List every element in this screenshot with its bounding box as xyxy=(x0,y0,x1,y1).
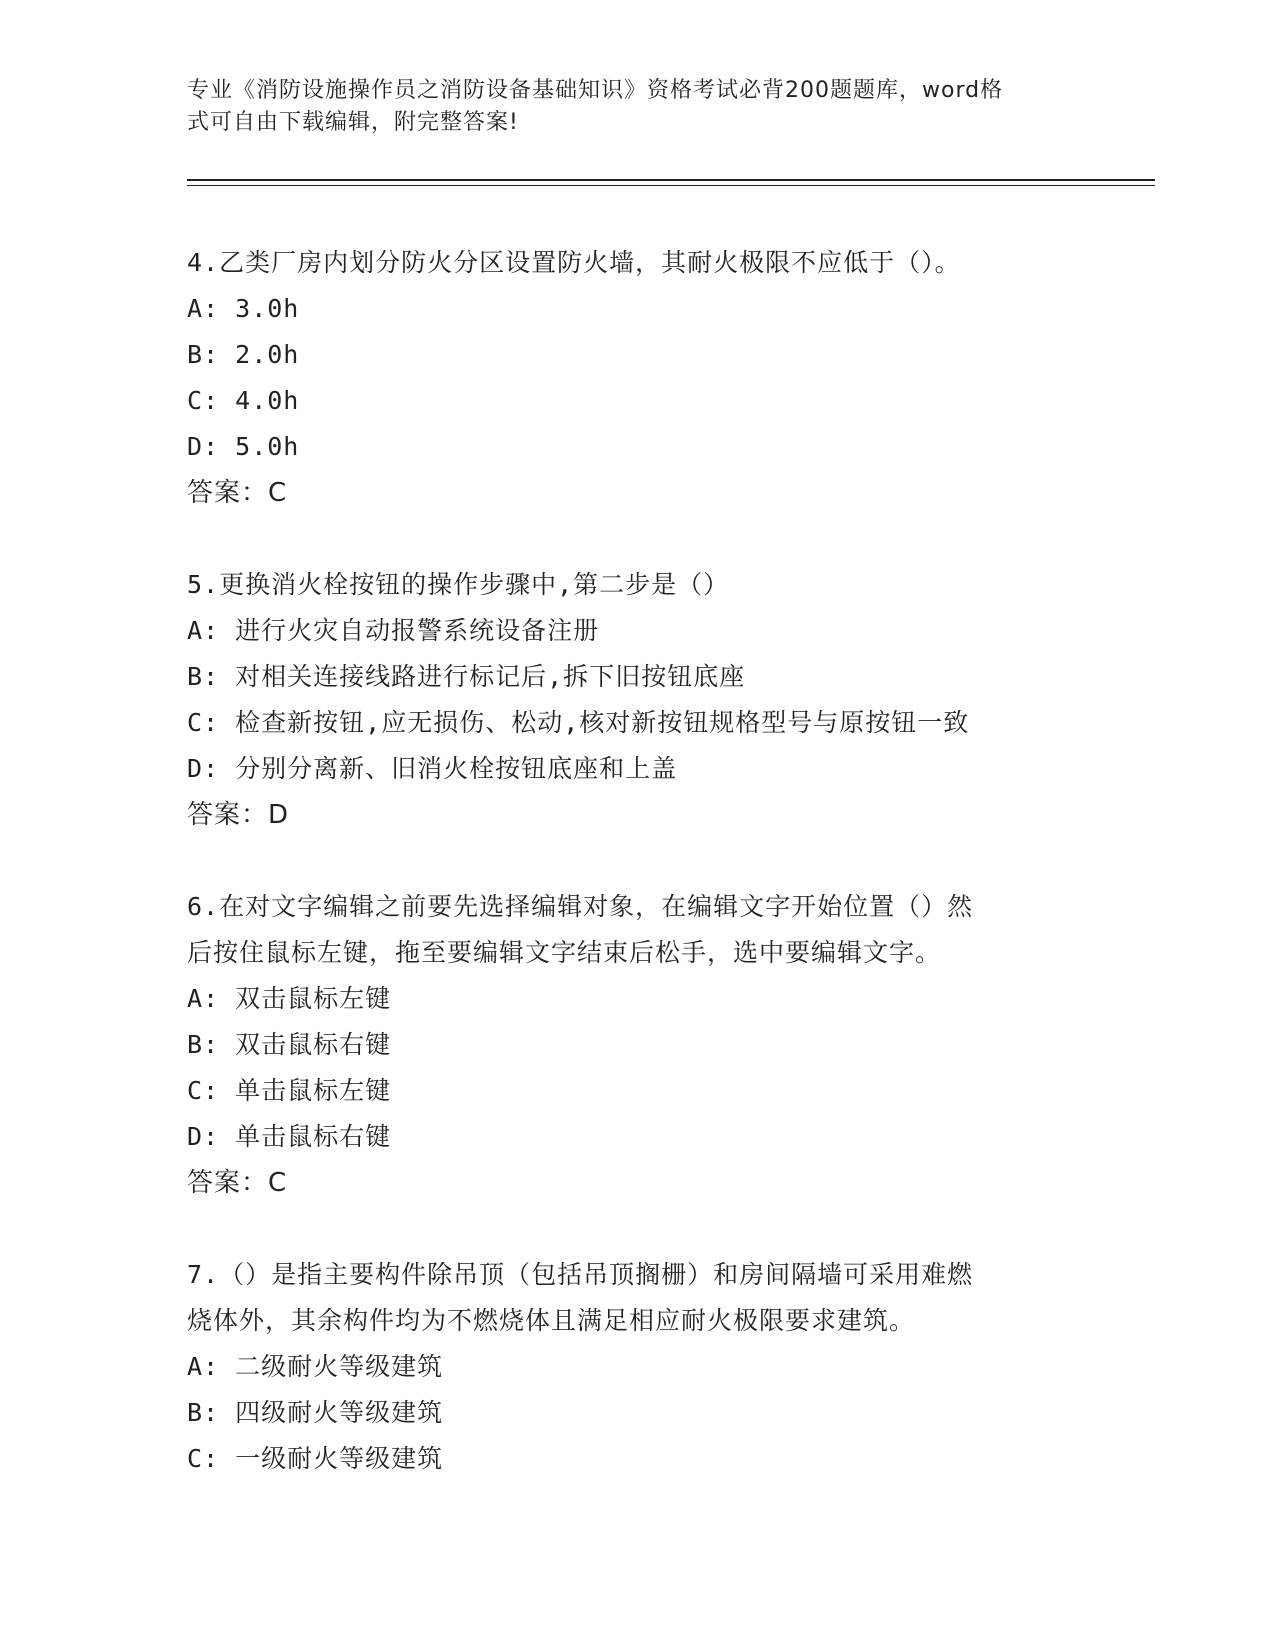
question-6 xyxy=(187,884,1067,1206)
option-b: B: 双击鼠标右键 xyxy=(187,1030,392,1059)
option-a: A: 二级耐火等级建筑 xyxy=(187,1352,444,1381)
question-4 xyxy=(187,240,1067,516)
question-stem-line-2: 烧体外，其余构件均为不燃烧体且满足相应耐火极限要求建筑。 xyxy=(187,1306,916,1335)
option-c: C: 检查新按钮,应无损伤、松动,核对新按钮规格型号与原按钮一致 xyxy=(187,708,970,737)
option-b: B: 四级耐火等级建筑 xyxy=(187,1398,444,1427)
option-a: A: 双击鼠标左键 xyxy=(187,984,392,1013)
option-c: C: 单击鼠标左键 xyxy=(187,1076,392,1105)
question-stem-line-1: 7.（）是指主要构件除吊顶（包括吊顶搁栅）和房间隔墙可采用难燃 xyxy=(187,1260,974,1289)
option-d: D: 5.0h xyxy=(187,432,300,461)
option-b: B: 对相关连接线路进行标记后,拆下旧按钮底座 xyxy=(187,662,746,691)
header-divider-top xyxy=(187,179,1155,181)
question-7 xyxy=(187,1252,1067,1482)
option-b: B: 2.0h xyxy=(187,340,300,369)
option-c: C: 一级耐火等级建筑 xyxy=(187,1444,444,1473)
document-header xyxy=(187,75,1067,139)
question-stem-line-1: 6.在对文字编辑之前要先选择编辑对象，在编辑文字开始位置（）然 xyxy=(187,892,974,921)
option-d: D: 分别分离新、旧消火栓按钮底座和上盖 xyxy=(187,754,678,783)
question-stem-line-2: 后按住鼠标左键，拖至要编辑文字结束后松手，选中要编辑文字。 xyxy=(187,938,942,967)
header-line-2: 式可自由下载编辑，附完整答案! xyxy=(187,110,519,135)
header-line-1: 专业《消防设施操作员之消防设备基础知识》资格考试必背200题题库，word格 xyxy=(187,78,1004,103)
question-stem: 4.乙类厂房内划分防火分区设置防火墙，其耐火极限不应低于（）。 xyxy=(187,248,961,277)
header-divider-bottom xyxy=(187,185,1155,186)
question-5 xyxy=(187,562,1067,838)
answer-line: 答案：C xyxy=(187,478,288,508)
question-stem: 5.更换消火栓按钮的操作步骤中,第二步是（） xyxy=(187,570,730,599)
answer-line: 答案：D xyxy=(187,800,290,830)
option-d: D: 单击鼠标右键 xyxy=(187,1122,392,1151)
option-a: A: 3.0h xyxy=(187,294,300,323)
question-list xyxy=(187,240,1067,1528)
answer-line: 答案：C xyxy=(187,1168,288,1198)
option-c: C: 4.0h xyxy=(187,386,300,415)
option-a: A: 进行火灾自动报警系统设备注册 xyxy=(187,616,600,645)
